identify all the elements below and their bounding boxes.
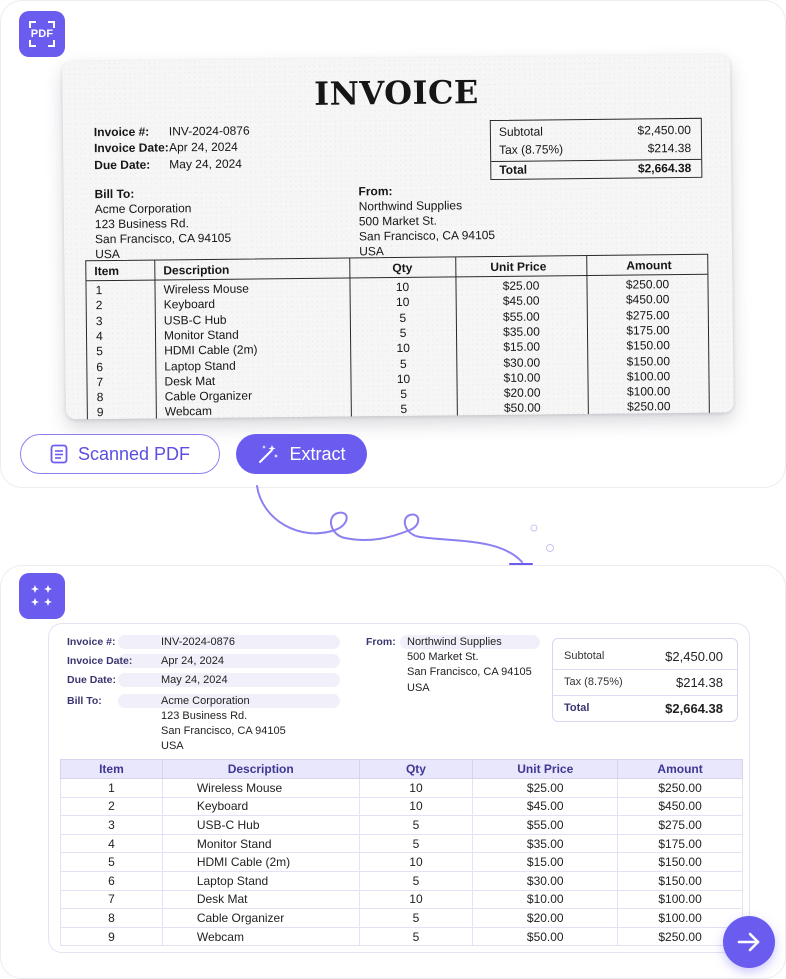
extracted-due-date-label: Due Date: — [67, 674, 117, 686]
table-row — [61, 834, 743, 853]
scan-cell-description: Keyboard — [163, 297, 216, 312]
extracted-invoice-date-field[interactable]: Apr 24, 2024 — [161, 655, 224, 667]
scan-cell-item: 7 — [96, 374, 104, 389]
cell-item[interactable]: 7 — [61, 890, 163, 909]
invoice-date-label: Invoice Date: — [93, 140, 169, 156]
cell-amount[interactable]: $450.00 — [618, 797, 743, 816]
scan-cell-qty: 10 — [395, 279, 410, 295]
cell-description[interactable]: HDMI Cable (2m) — [162, 853, 359, 872]
cell-item[interactable]: 8 — [61, 909, 163, 928]
extracted-from-label: From: — [366, 636, 396, 648]
cell-unit-price[interactable]: $35.00 — [473, 834, 618, 853]
sparkles-icon — [19, 573, 65, 619]
scanned-invoice-paper — [62, 55, 734, 420]
ex-col-header-item: Item — [61, 760, 163, 779]
scan-cell-item: 5 — [96, 344, 103, 359]
table-row — [61, 816, 743, 835]
scan-cell-description: Monitor Stand — [163, 327, 239, 343]
from-line: USA — [359, 244, 384, 259]
invoice-date-value: Apr 24, 2024 — [168, 139, 238, 155]
extracted-bill-to-line[interactable]: USA — [161, 740, 184, 752]
cell-description[interactable]: Monitor Stand — [162, 834, 359, 853]
table-row — [61, 871, 743, 890]
total-value: $2,664.38 — [637, 160, 692, 176]
cell-description[interactable]: Webcam — [162, 927, 359, 946]
scanned-line-items-table — [85, 254, 710, 420]
cell-description[interactable]: Keyboard — [162, 797, 359, 816]
pdf-badge-label: PDF — [30, 28, 54, 40]
extracted-invoice-number-label: Invoice #: — [67, 636, 116, 648]
scan-cell-description: USB-C Hub — [163, 312, 227, 328]
extracted-tax-label: Tax (8.75%) — [564, 676, 623, 688]
table-row — [61, 927, 743, 946]
cell-item[interactable]: 1 — [61, 779, 163, 798]
subtotal-label: Subtotal — [498, 124, 544, 139]
bill-to-line: San Francisco, CA 94105 — [94, 230, 232, 247]
scan-cell-qty: 10 — [395, 295, 410, 310]
scan-cell-item: 2 — [95, 298, 103, 313]
scan-cell-qty: 10 — [396, 371, 411, 386]
scan-cell-description: Webcam — [164, 404, 213, 419]
extracted-due-date-field[interactable]: May 24, 2024 — [161, 674, 228, 686]
table-row — [61, 797, 743, 816]
scanned-totals-box — [490, 118, 703, 180]
cell-amount[interactable]: $250.00 — [618, 927, 743, 946]
scan-cell-item: 8 — [96, 390, 104, 405]
subtotal-value: $2,450.00 — [637, 122, 691, 138]
extracted-bill-to-line[interactable]: 123 Business Rd. — [161, 710, 248, 722]
due-date-label: Due Date: — [94, 157, 151, 173]
scan-cell-unit-price: $55.00 — [502, 309, 540, 324]
scan-cell-amount: $250.00 — [627, 399, 671, 415]
bill-to-line: Acme Corporation — [94, 201, 192, 217]
magic-wand-icon — [257, 443, 279, 465]
scan-cell-qty: 5 — [400, 387, 408, 402]
ex-col-header-amount: Amount — [618, 760, 743, 779]
next-button[interactable] — [723, 916, 775, 968]
pdf-scan-icon — [19, 11, 65, 57]
tax-value: $214.38 — [647, 140, 692, 156]
cell-description[interactable]: Wireless Mouse — [162, 779, 359, 798]
scan-cell-amount: $100.00 — [626, 384, 671, 399]
extracted-total-label: Total — [564, 702, 590, 714]
cell-unit-price[interactable]: $45.00 — [473, 797, 618, 816]
scan-cell-unit-price: $35.00 — [503, 324, 540, 339]
cell-description[interactable]: Cable Organizer — [162, 909, 359, 928]
scanned-invoice-preview — [62, 55, 734, 420]
scan-cell-item: 1 — [95, 283, 103, 298]
scan-cell-unit-price: $45.00 — [502, 293, 540, 309]
scan-cell-amount: $450.00 — [625, 292, 670, 307]
cell-item[interactable]: 3 — [61, 816, 163, 835]
scan-cell-qty: 5 — [399, 310, 407, 325]
extracted-invoice-number-field[interactable]: INV-2024-0876 — [161, 636, 235, 648]
extracted-from-line[interactable]: Northwind Supplies — [407, 636, 502, 648]
col-header-amount: Amount — [626, 258, 672, 273]
due-date-value: May 24, 2024 — [169, 156, 243, 172]
cell-unit-price[interactable]: $55.00 — [473, 816, 618, 835]
scan-cell-unit-price: $25.00 — [502, 278, 540, 293]
cell-amount[interactable]: $100.00 — [618, 909, 743, 928]
extracted-total-value[interactable]: $2,664.38 — [665, 700, 723, 716]
cell-item[interactable]: 5 — [61, 853, 163, 872]
cell-qty[interactable]: 5 — [359, 871, 473, 890]
cell-unit-price[interactable]: $10.00 — [473, 890, 618, 909]
scan-cell-description: Desk Mat — [164, 373, 216, 389]
cell-qty[interactable]: 5 — [359, 927, 473, 946]
cell-unit-price[interactable]: $15.00 — [473, 853, 618, 872]
extracted-subtotal-value[interactable]: $2,450.00 — [665, 648, 723, 664]
cell-amount[interactable]: $100.00 — [618, 890, 743, 909]
table-row — [61, 890, 743, 909]
col-header-item: Item — [94, 263, 120, 279]
invoice-number-value: INV-2024-0876 — [168, 123, 250, 139]
scan-cell-amount: $250.00 — [625, 277, 670, 292]
scan-cell-unit-price: $50.00 — [503, 400, 541, 416]
total-label: Total — [499, 162, 528, 177]
cell-item[interactable]: 4 — [61, 834, 163, 853]
cell-qty[interactable]: 5 — [359, 834, 473, 853]
invoice-title: INVOICE — [313, 73, 480, 113]
col-header-description: Description — [163, 262, 230, 278]
cell-qty[interactable]: 10 — [359, 797, 473, 816]
extracted-from-line[interactable]: San Francisco, CA 94105 — [407, 666, 532, 678]
extracted-bill-to-line[interactable]: Acme Corporation — [161, 695, 250, 707]
extracted-invoice-date-label: Invoice Date: — [67, 655, 133, 667]
cell-qty[interactable]: 5 — [359, 909, 473, 928]
scan-cell-amount: $275.00 — [626, 307, 670, 323]
cell-qty[interactable]: 5 — [359, 816, 473, 835]
scan-cell-item: 6 — [96, 359, 104, 374]
cell-item[interactable]: 2 — [61, 797, 163, 816]
scan-cell-description: HDMI Cable (2m) — [164, 342, 258, 358]
from-line: San Francisco, CA 94105 — [358, 227, 496, 244]
invoice-number-label: Invoice #: — [93, 124, 150, 140]
extracted-bill-to-label: Bill To: — [67, 695, 102, 707]
from-line: 500 Market St. — [358, 213, 437, 229]
scan-cell-description: Wireless Mouse — [163, 281, 249, 297]
cell-qty[interactable]: 10 — [359, 853, 473, 872]
scan-cell-amount: $175.00 — [626, 323, 670, 338]
cell-item[interactable]: 6 — [61, 871, 163, 890]
cell-amount[interactable]: $150.00 — [618, 871, 743, 890]
tax-label: Tax (8.75%) — [499, 142, 564, 157]
extracted-bill-to-line[interactable]: San Francisco, CA 94105 — [161, 725, 286, 737]
document-icon — [50, 444, 68, 464]
cell-description[interactable]: Desk Mat — [162, 890, 359, 909]
scanned-pdf-button[interactable] — [20, 434, 220, 474]
extract-button-label: Extract — [289, 443, 346, 464]
ex-col-header-description: Description — [162, 760, 359, 779]
cell-qty[interactable]: 10 — [359, 779, 473, 798]
from-line: Northwind Supplies — [358, 198, 463, 214]
extracted-from-line[interactable]: USA — [407, 682, 430, 694]
scan-cell-unit-price: $20.00 — [503, 385, 541, 400]
cell-amount[interactable]: $275.00 — [618, 816, 743, 835]
extracted-line-items-table — [60, 759, 743, 946]
scan-cell-unit-price: $15.00 — [503, 339, 541, 355]
scan-cell-qty: 5 — [399, 325, 407, 340]
table-row — [61, 853, 743, 872]
extracted-totals-box — [552, 638, 738, 722]
cell-amount[interactable]: $250.00 — [618, 779, 743, 798]
cell-amount[interactable]: $175.00 — [618, 834, 743, 853]
extracted-from-line[interactable]: 500 Market St. — [407, 651, 479, 663]
extract-button[interactable] — [236, 434, 367, 474]
bill-to-line: USA — [95, 246, 120, 262]
col-header-qty: Qty — [392, 260, 413, 276]
cell-unit-price[interactable]: $25.00 — [473, 779, 618, 798]
bill-to-label: Bill To: — [94, 186, 135, 202]
scan-cell-unit-price: $30.00 — [503, 355, 541, 370]
from-label: From: — [358, 184, 393, 199]
cell-qty[interactable]: 10 — [359, 890, 473, 909]
extracted-subtotal-label: Subtotal — [564, 650, 605, 662]
cell-item[interactable]: 9 — [61, 927, 163, 946]
scan-cell-qty: 10 — [396, 341, 410, 356]
scan-cell-amount: $150.00 — [626, 338, 670, 353]
scan-cell-description: Cable Organizer — [164, 388, 253, 404]
arrow-right-icon — [736, 929, 762, 955]
scanned-pdf-button-label: Scanned PDF — [77, 443, 191, 464]
scan-cell-item: 3 — [95, 313, 103, 328]
cell-unit-price[interactable]: $30.00 — [473, 871, 618, 890]
scan-cell-item: 4 — [95, 328, 103, 344]
scan-cell-qty: 5 — [399, 356, 407, 371]
ex-col-header-unit-price: Unit Price — [473, 760, 618, 779]
table-row — [61, 779, 743, 798]
extracted-tax-value[interactable]: $214.38 — [676, 674, 723, 690]
table-row — [61, 909, 743, 928]
scan-cell-qty: 5 — [400, 402, 408, 417]
cell-unit-price[interactable]: $50.00 — [473, 927, 618, 946]
scan-cell-amount: $100.00 — [626, 368, 671, 384]
bill-to-line: 123 Business Rd. — [94, 216, 189, 232]
scan-cell-unit-price: $10.00 — [503, 370, 541, 385]
scan-cell-description: Laptop Stand — [164, 358, 236, 373]
ex-col-header-qty: Qty — [359, 760, 473, 779]
cell-amount[interactable]: $150.00 — [618, 853, 743, 872]
cell-unit-price[interactable]: $20.00 — [473, 909, 618, 928]
col-header-unit-price: Unit Price — [490, 259, 547, 275]
scan-cell-item: 9 — [96, 405, 104, 420]
cell-description[interactable]: USB-C Hub — [162, 816, 359, 835]
scan-cell-amount: $150.00 — [626, 353, 671, 369]
cell-description[interactable]: Laptop Stand — [162, 871, 359, 890]
